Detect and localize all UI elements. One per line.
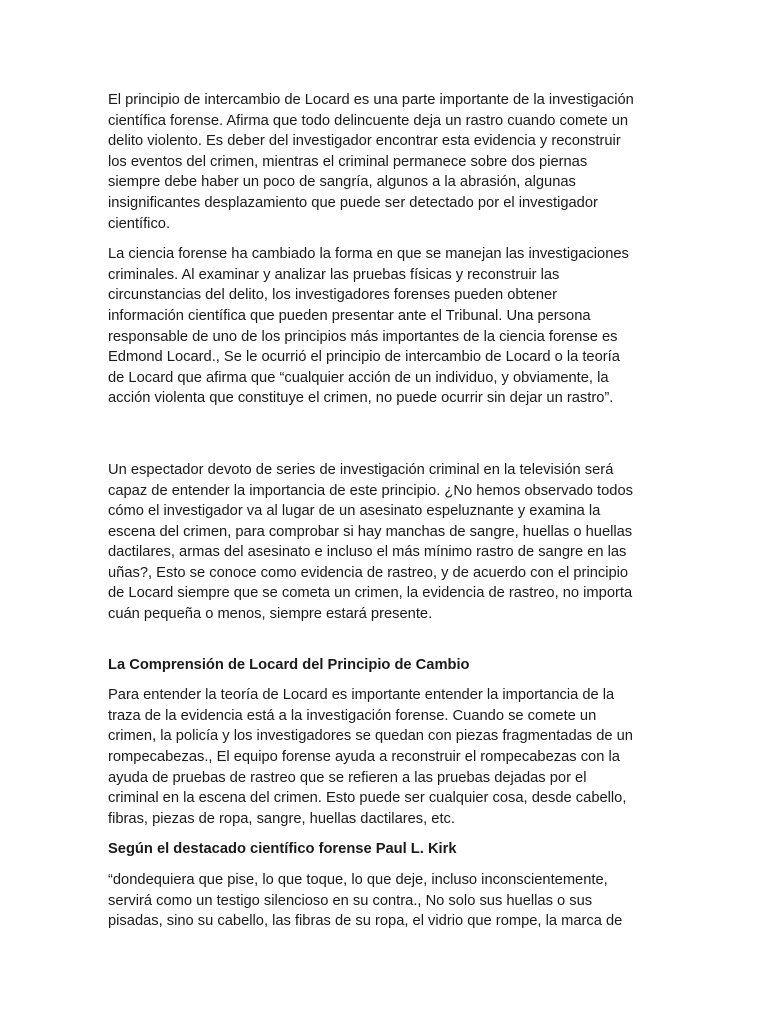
blank-line bbox=[108, 419, 636, 460]
paragraph-tv-viewer: Un espectador devoto de series de investigación criminal en la televisión será capaz de entender la importancia de este principio. ¿No hemos observado todos cómo el investigador va al lugar de un asesinato espeluznante y examina la escena del crimen, para comprobar si hay manchas de sangre, huellas o huellas dactilares, armas del asesinato e incluso el más mínimo rastro de sangre en las uñas?, Esto se conoce como evidencia de rastreo, y de acuerdo con el principio de Locard siempre que se cometa un crimen, la evidencia de rastreo, no importa cuán pequeña o menos, siempre estará presente. bbox=[108, 461, 633, 623]
paragraph-locard-principle: El principio de intercambio de Locard es una parte importante de la investigación científica forense. Afirma que todo delincuente deja un rastro cuando comete un delito violento. Es deber del investigador encontrar esta evidencia y reconstruir los eventos del crimen, mientras el criminal permanece sobre dos piernas siempre debe haber un poco de sangría, algunos a la abrasión, algunas insignificantes desplazamiento que puede ser detectado por el investigador científico. bbox=[108, 92, 634, 232]
blank-line bbox=[108, 635, 636, 655]
paragraph-kirk-quote: “dondequiera que pise, lo que toque, lo que deje, incluso inconscientemente, servirá como un testigo silencioso en su contra., No solo sus huellas o sus pisadas, sino su cabello, las fibras de su ropa, el vidrio que rompe, la marca de bbox=[108, 872, 623, 930]
section-heading-locard-understanding: La Comprensión de Locard del Principio de Cambio bbox=[108, 656, 470, 673]
paragraph-trace-evidence: Para entender la teoría de Locard es importante entender la importancia de la traza de la evidencia está a la investigación forense. Cuando se comete un crimen, la policía y los investigadores se quedan con piezas fragmentadas de un rompecabezas., El equipo forense ayuda a reconstruir el rompecabezas con la ayuda de pruebas de rastreo que se refieren a las pruebas dejadas por el criminal en la escena del crimen. Esto puede ser cualquier cosa, desde cabello, fibras, piezas de ropa, sangre, huellas dactilares, etc. bbox=[108, 687, 633, 827]
paragraph-forensic-science: La ciencia forense ha cambiado la forma en que se manejan las investigaciones criminales. Al examinar y analizar las pruebas físicas y reconstruir las circunstancias del delito, los investigadores forenses pueden obtener información científica que pueden presentar ante el Tribunal. Una persona responsable de uno de los principios más importantes de la ciencia forense es Edmond Locard., Se le ocurrió el principio de intercambio de Locard o la teoría de Locard que afirma que “cualquier acción de un individuo, y obviamente, la acción violenta que constituye el crimen, no puede ocurrir sin dejar un rastro”. bbox=[108, 246, 629, 407]
document-page bbox=[108, 90, 636, 942]
section-heading-paul-kirk: Según el destacado científico forense Paul L. Kirk bbox=[108, 841, 457, 858]
